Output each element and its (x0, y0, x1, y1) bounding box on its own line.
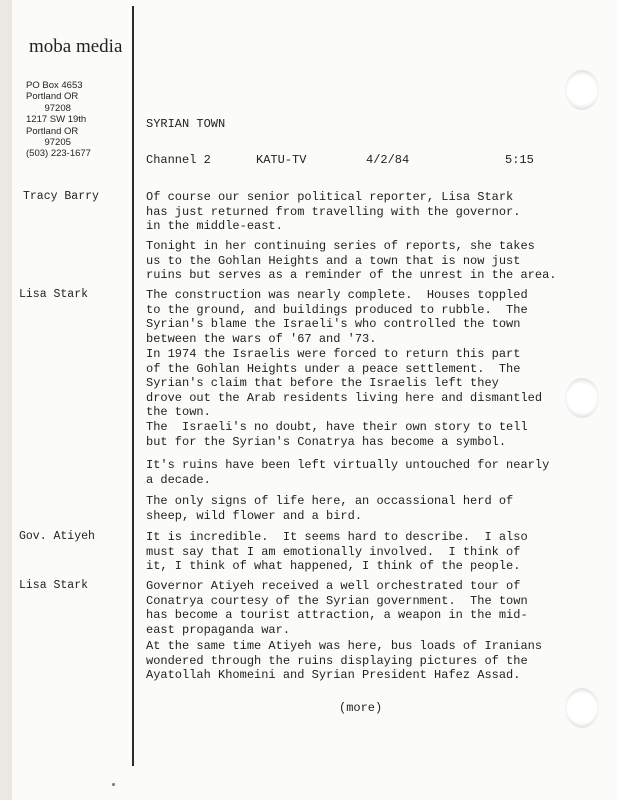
punch-hole (565, 688, 599, 728)
speaker-label: Tracy Barry (23, 190, 99, 203)
script-paragraph: At the same time Atiyeh was here, bus loads of Iranians wondered through the ruins displaying pictures of the Ayatollah Khomeini and Syrian President Hafez Assad. (146, 639, 543, 682)
script-paragraph: Tonight in her continuing series of reports, she takes us to the Gohlan Heights and a town that is now just ruins but serves as a reminder of the unrest in the area. (146, 239, 557, 282)
speaker-label: Gov. Atiyeh (19, 530, 95, 543)
punch-hole (565, 378, 599, 418)
address-line: 97205 (26, 137, 71, 149)
address-line: Portland OR (26, 125, 79, 137)
speaker-label: Lisa Stark (19, 579, 89, 592)
address-line: Portland OR (26, 91, 79, 103)
letterhead-address (26, 80, 91, 160)
script-paragraph: In 1974 the Israelis were forced to return this part of the Gohlan Heights under a peace settlement. The Syrian's claim that before the Israelis left they drove out the Arab residents living here and dismantled the town. (146, 347, 543, 419)
air-time: 5:15 (505, 153, 534, 167)
address-line: PO Box 4653 (26, 80, 83, 91)
air-date: 4/2/84 (366, 153, 410, 167)
margin-rule (132, 6, 134, 766)
punch-hole (565, 70, 599, 110)
script-paragraph: The only signs of life here, an occassional herd of sheep, wild flower and a bird. (146, 494, 514, 523)
address-line: 97208 (26, 102, 71, 114)
script-paragraph: The construction was nearly complete. Houses toppled to the ground, and buildings produced to rubble. The Syrian's blame the Israeli's who controlled the town between the wars of '67 and '73. (146, 288, 528, 346)
speaker-label: Lisa Stark (19, 288, 89, 301)
continued-marker: (more) (339, 701, 383, 715)
letterhead-brand: moba media (29, 36, 123, 57)
channel: Channel 2 (146, 153, 211, 167)
script-page (12, 0, 618, 800)
script-paragraph: Governor Atiyeh received a well orchestrated tour of Conatrya courtesy of the Syrian government. The town has become a tourist attraction, a weapon in the mid- east propaganda war. (146, 579, 528, 637)
address-line: 1217 SW 19th (26, 114, 87, 126)
script-paragraph: Of course our senior political reporter, Lisa Stark has just returned from travelling with the governor. in the middle-east. (146, 190, 521, 233)
address-line: (503) 223-1677 (26, 148, 91, 160)
ink-speck (112, 783, 115, 786)
script-paragraph: It's ruins have been left virtually untouched for nearly a decade. (146, 458, 550, 487)
station: KATU-TV (256, 153, 307, 167)
script-paragraph: It is incredible. It seems hard to describe. I also must say that I am emotionally involved. I think of it, I think of what happened, I think of the people. (146, 530, 528, 573)
script-paragraph: The Israeli's no doubt, have their own story to tell but for the Syrian's Conatrya has become a symbol. (146, 420, 528, 449)
story-title: SYRIAN TOWN (146, 117, 226, 131)
